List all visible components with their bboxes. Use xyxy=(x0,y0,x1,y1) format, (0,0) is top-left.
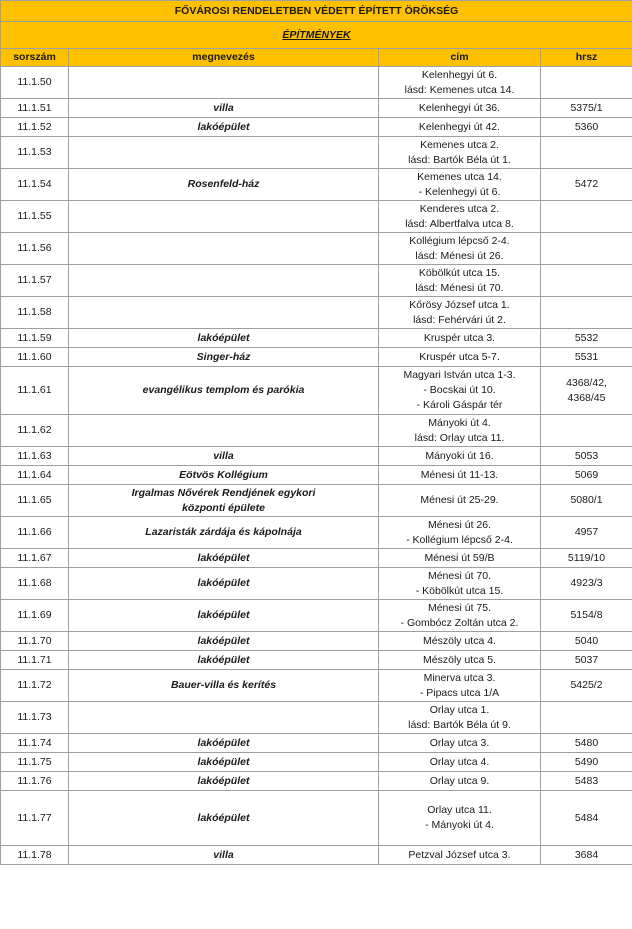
cell-hrsz: 5375/1 xyxy=(541,99,632,118)
cell-megnevezes: lakóépület xyxy=(69,549,379,568)
cell-sorszam: 11.1.64 xyxy=(1,466,69,485)
cell-hrsz xyxy=(541,415,632,447)
cell-megnevezes: villa xyxy=(69,447,379,466)
cell-cim: Kollégium lépcső 2-4. lásd: Ménesi út 26. xyxy=(379,233,541,265)
header-sorszam: sorszám xyxy=(1,49,69,67)
cell-hrsz xyxy=(541,137,632,169)
cell-cim: Mányoki út 16. xyxy=(379,447,541,466)
table-row xyxy=(1,632,632,651)
table-row xyxy=(1,702,632,734)
cell-hrsz: 5484 xyxy=(541,791,632,846)
cell-megnevezes: villa xyxy=(69,846,379,865)
cell-megnevezes xyxy=(69,265,379,297)
cell-cim: Orlay utca 11. - Mányoki út 4. xyxy=(379,791,541,846)
cell-megnevezes: Bauer-villa és kerítés xyxy=(69,670,379,702)
cell-cim: Kemenes utca 14. - Kelenhegyi út 6. xyxy=(379,169,541,201)
cell-sorszam: 11.1.65 xyxy=(1,485,69,517)
cell-hrsz: 5119/10 xyxy=(541,549,632,568)
cell-hrsz: 5483 xyxy=(541,772,632,791)
cell-sorszam: 11.1.54 xyxy=(1,169,69,201)
table-row xyxy=(1,651,632,670)
table-row xyxy=(1,485,632,517)
cell-cim: Ménesi út 11-13. xyxy=(379,466,541,485)
table-row xyxy=(1,772,632,791)
cell-megnevezes: Eötvös Kollégium xyxy=(69,466,379,485)
header-hrsz: hrsz xyxy=(541,49,632,67)
table-row xyxy=(1,137,632,169)
table-row xyxy=(1,348,632,367)
cell-sorszam: 11.1.68 xyxy=(1,568,69,600)
table-row xyxy=(1,99,632,118)
cell-hrsz: 5360 xyxy=(541,118,632,137)
cell-hrsz: 4368/42, 4368/45 xyxy=(541,367,632,415)
cell-sorszam: 11.1.50 xyxy=(1,67,69,99)
cell-cim: Kenderes utca 2. lásd: Albertfalva utca 8. xyxy=(379,201,541,233)
cell-cim: Magyari István utca 1-3. - Bocskai út 10. - Károli Gáspár tér xyxy=(379,367,541,415)
cell-cim: Mányoki út 4. lásd: Orlay utca 11. xyxy=(379,415,541,447)
cell-sorszam: 11.1.58 xyxy=(1,297,69,329)
table-row xyxy=(1,846,632,865)
cell-sorszam: 11.1.62 xyxy=(1,415,69,447)
cell-sorszam: 11.1.61 xyxy=(1,367,69,415)
table-row xyxy=(1,415,632,447)
subtitle-row xyxy=(1,22,632,49)
cell-cim: Mészöly utca 4. xyxy=(379,632,541,651)
table-row xyxy=(1,670,632,702)
cell-megnevezes: lakóépület xyxy=(69,651,379,670)
table-row xyxy=(1,329,632,348)
cell-hrsz: 5037 xyxy=(541,651,632,670)
cell-hrsz: 5490 xyxy=(541,753,632,772)
cell-megnevezes xyxy=(69,702,379,734)
cell-megnevezes: lakóépület xyxy=(69,632,379,651)
table-row xyxy=(1,265,632,297)
cell-hrsz: 5531 xyxy=(541,348,632,367)
cell-sorszam: 11.1.67 xyxy=(1,549,69,568)
table-row xyxy=(1,447,632,466)
cell-hrsz: 5154/8 xyxy=(541,600,632,632)
header-megnevezes: megnevezés xyxy=(69,49,379,67)
cell-cim: Orlay utca 9. xyxy=(379,772,541,791)
cell-megnevezes: lakóépület xyxy=(69,600,379,632)
cell-hrsz: 5080/1 xyxy=(541,485,632,517)
cell-cim: Kruspér utca 5-7. xyxy=(379,348,541,367)
cell-sorszam: 11.1.57 xyxy=(1,265,69,297)
cell-cim: Kelenhegyi út 36. xyxy=(379,99,541,118)
cell-megnevezes: lakóépület xyxy=(69,568,379,600)
table-row xyxy=(1,169,632,201)
cell-sorszam: 11.1.56 xyxy=(1,233,69,265)
cell-cim: Ménesi út 59/B xyxy=(379,549,541,568)
cell-hrsz: 5480 xyxy=(541,734,632,753)
cell-cim: Ménesi út 25-29. xyxy=(379,485,541,517)
cell-hrsz xyxy=(541,233,632,265)
table-row xyxy=(1,466,632,485)
cell-hrsz: 5069 xyxy=(541,466,632,485)
table-subtitle: ÉPÍTMÉNYEK xyxy=(1,22,632,49)
table-row xyxy=(1,753,632,772)
cell-cim: Kruspér utca 3. xyxy=(379,329,541,348)
cell-sorszam: 11.1.77 xyxy=(1,791,69,846)
table-row xyxy=(1,297,632,329)
cell-cim: Mészöly utca 5. xyxy=(379,651,541,670)
cell-cim: Minerva utca 3. - Pipacs utca 1/A xyxy=(379,670,541,702)
cell-sorszam: 11.1.72 xyxy=(1,670,69,702)
cell-cim: Orlay utca 1. lásd: Bartók Béla út 9. xyxy=(379,702,541,734)
cell-sorszam: 11.1.75 xyxy=(1,753,69,772)
table-row xyxy=(1,367,632,415)
cell-hrsz: 5472 xyxy=(541,169,632,201)
cell-megnevezes: lakóépület xyxy=(69,329,379,348)
cell-cim: Ménesi út 26. - Kollégium lépcső 2-4. xyxy=(379,517,541,549)
cell-sorszam: 11.1.55 xyxy=(1,201,69,233)
cell-sorszam: 11.1.52 xyxy=(1,118,69,137)
cell-sorszam: 11.1.69 xyxy=(1,600,69,632)
cell-megnevezes: Singer-ház xyxy=(69,348,379,367)
cell-megnevezes: lakóépület xyxy=(69,772,379,791)
table-title: FŐVÁROSI RENDELETBEN VÉDETT ÉPÍTETT ÖRÖKSÉG xyxy=(1,1,632,22)
cell-megnevezes: lakóépület xyxy=(69,734,379,753)
table-row xyxy=(1,600,632,632)
cell-megnevezes xyxy=(69,233,379,265)
header-cim: cím xyxy=(379,49,541,67)
cell-megnevezes xyxy=(69,297,379,329)
table-row xyxy=(1,233,632,265)
cell-hrsz xyxy=(541,265,632,297)
cell-sorszam: 11.1.74 xyxy=(1,734,69,753)
table-row xyxy=(1,118,632,137)
cell-megnevezes: evangélikus templom és parókia xyxy=(69,367,379,415)
header-row xyxy=(1,49,632,67)
cell-megnevezes xyxy=(69,137,379,169)
cell-sorszam: 11.1.66 xyxy=(1,517,69,549)
cell-megnevezes: lakóépület xyxy=(69,753,379,772)
table-row xyxy=(1,67,632,99)
cell-megnevezes: lakóépület xyxy=(69,791,379,846)
cell-hrsz xyxy=(541,702,632,734)
cell-hrsz xyxy=(541,201,632,233)
cell-cim: Petzval József utca 3. xyxy=(379,846,541,865)
cell-megnevezes xyxy=(69,415,379,447)
cell-sorszam: 11.1.51 xyxy=(1,99,69,118)
cell-hrsz: 5053 xyxy=(541,447,632,466)
cell-cim: Kelenhegyi út 42. xyxy=(379,118,541,137)
cell-hrsz: 4957 xyxy=(541,517,632,549)
cell-sorszam: 11.1.70 xyxy=(1,632,69,651)
cell-hrsz: 5040 xyxy=(541,632,632,651)
table-row xyxy=(1,517,632,549)
table-row xyxy=(1,201,632,233)
cell-sorszam: 11.1.76 xyxy=(1,772,69,791)
cell-cim: Orlay utca 3. xyxy=(379,734,541,753)
cell-megnevezes: villa xyxy=(69,99,379,118)
cell-sorszam: 11.1.73 xyxy=(1,702,69,734)
title-row xyxy=(1,1,632,22)
cell-megnevezes: Irgalmas Nővérek Rendjének egykori központi épülete xyxy=(69,485,379,517)
cell-cim: Köbölkút utca 15. lásd: Ménesi út 70. xyxy=(379,265,541,297)
cell-hrsz xyxy=(541,297,632,329)
table-row xyxy=(1,734,632,753)
cell-hrsz: 5425/2 xyxy=(541,670,632,702)
cell-megnevezes xyxy=(69,201,379,233)
cell-hrsz: 5532 xyxy=(541,329,632,348)
cell-megnevezes: Rosenfeld-ház xyxy=(69,169,379,201)
cell-cim: Kőrösy József utca 1. lásd: Fehérvári út 2. xyxy=(379,297,541,329)
cell-hrsz: 3684 xyxy=(541,846,632,865)
table-row xyxy=(1,549,632,568)
cell-megnevezes: Lazaristák zárdája és kápolnája xyxy=(69,517,379,549)
cell-sorszam: 11.1.53 xyxy=(1,137,69,169)
cell-cim: Kelenhegyi út 6. lásd: Kemenes utca 14. xyxy=(379,67,541,99)
table-row xyxy=(1,791,632,846)
cell-megnevezes xyxy=(69,67,379,99)
cell-sorszam: 11.1.60 xyxy=(1,348,69,367)
table-row xyxy=(1,568,632,600)
cell-hrsz: 4923/3 xyxy=(541,568,632,600)
cell-cim: Kemenes utca 2. lásd: Bartók Béla út 1. xyxy=(379,137,541,169)
cell-sorszam: 11.1.78 xyxy=(1,846,69,865)
cell-sorszam: 11.1.71 xyxy=(1,651,69,670)
cell-cim: Orlay utca 4. xyxy=(379,753,541,772)
cell-sorszam: 11.1.63 xyxy=(1,447,69,466)
cell-cim: Ménesi út 75. - Gombócz Zoltán utca 2. xyxy=(379,600,541,632)
cell-cim: Ménesi út 70. - Köbölkút utca 15. xyxy=(379,568,541,600)
cell-hrsz xyxy=(541,67,632,99)
cell-sorszam: 11.1.59 xyxy=(1,329,69,348)
cell-megnevezes: lakóépület xyxy=(69,118,379,137)
